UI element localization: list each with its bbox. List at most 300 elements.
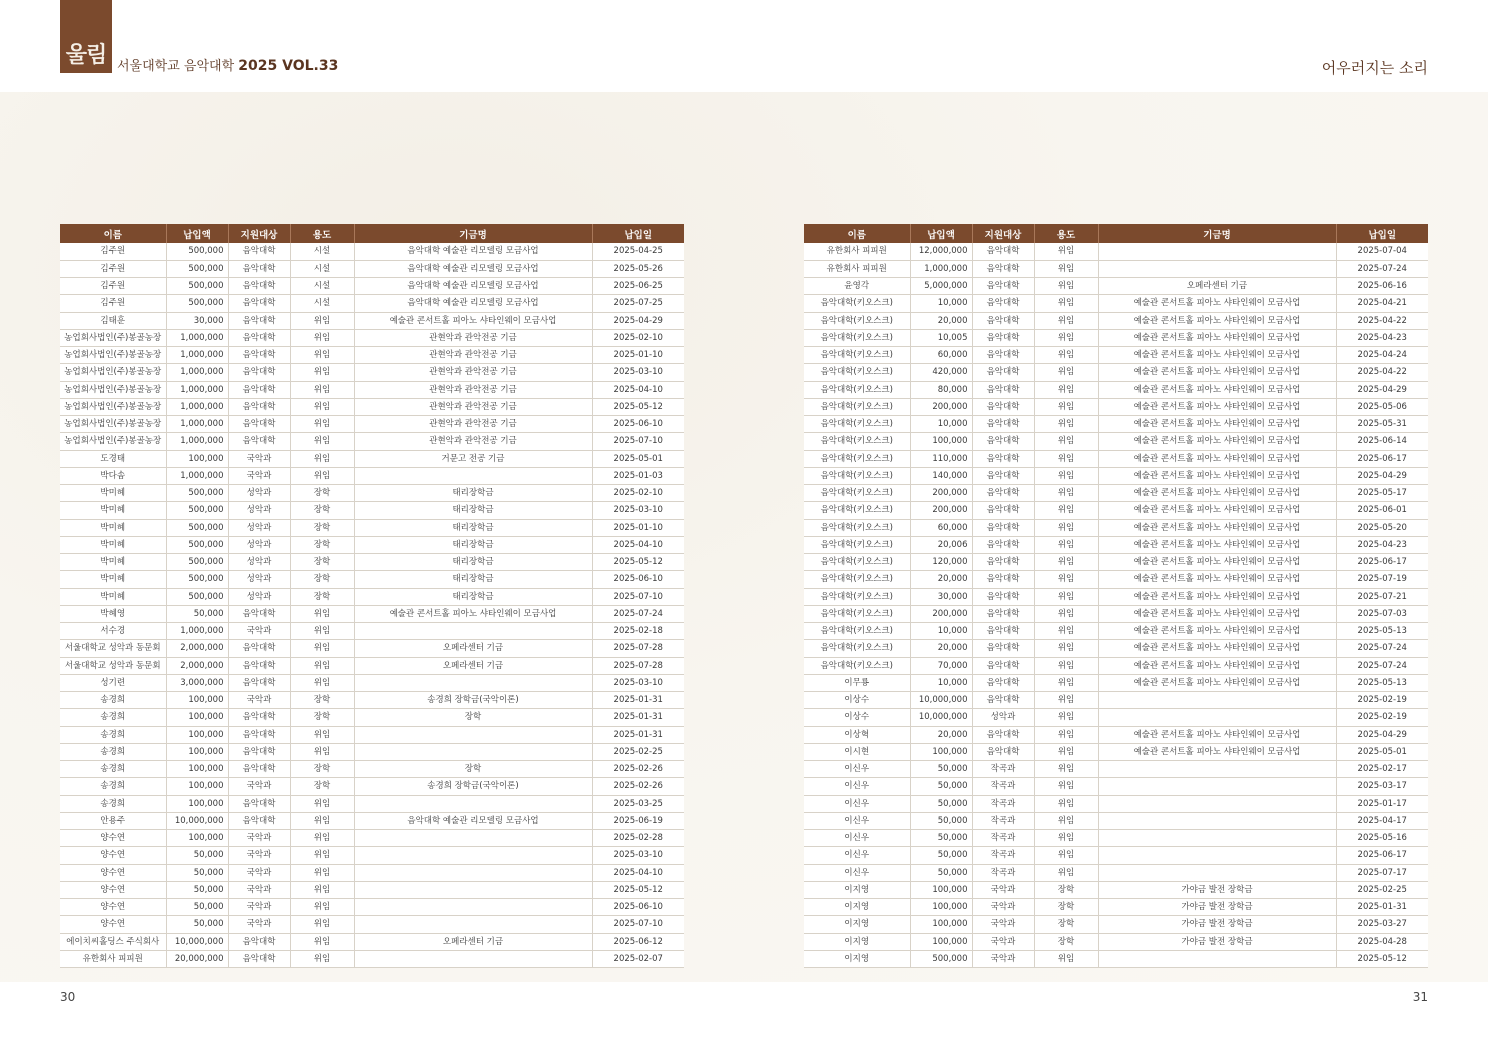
table-cell: 태리장학금 <box>354 485 592 502</box>
table-cell: 1,000,000 <box>166 381 228 398</box>
table-cell: 박미혜 <box>60 554 166 571</box>
table-cell: 2025-07-24 <box>1336 657 1428 674</box>
table-cell: 양수연 <box>60 916 166 933</box>
table-cell: 이신우 <box>804 830 910 847</box>
table-cell: 농업회사법인(주)봉골농장 <box>60 364 166 381</box>
table-cell: 2025-02-07 <box>592 950 684 967</box>
table-cell: 음악대학 <box>972 743 1034 760</box>
table-cell <box>1098 847 1336 864</box>
table-row <box>60 933 684 950</box>
table-cell: 태리장학금 <box>354 519 592 536</box>
table-cell: 음악대학(키오스크) <box>804 450 910 467</box>
table-cell: 2025-06-10 <box>592 416 684 433</box>
table-cell: 60,000 <box>910 347 972 364</box>
table-cell: 음악대학 <box>228 812 290 829</box>
table-cell: 작곡과 <box>972 864 1034 881</box>
table-cell: 거문고 전공 기금 <box>354 450 592 467</box>
table-cell: 위임 <box>1034 502 1098 519</box>
table-cell: 음악대학(키오스크) <box>804 588 910 605</box>
table-cell: 음악대학 <box>972 295 1034 312</box>
table-cell: 양수연 <box>60 881 166 898</box>
page-number-left: 30 <box>60 990 76 1004</box>
table-cell: 농업회사법인(주)봉골농장 <box>60 398 166 415</box>
table-cell: 박미혜 <box>60 571 166 588</box>
magazine-logo: 울림 <box>60 0 112 73</box>
table-cell: 위임 <box>1034 381 1098 398</box>
table-cell: 음악대학 <box>228 243 290 260</box>
table-cell: 음악대학 예술관 리모델링 모금사업 <box>354 260 592 277</box>
table-cell <box>354 950 592 967</box>
table-cell: 2025-06-01 <box>1336 502 1428 519</box>
table-row <box>804 260 1428 277</box>
table-cell: 예술관 콘서트홀 피아노 샤타인웨이 모금사업 <box>1098 347 1336 364</box>
table-cell: 100,000 <box>166 709 228 726</box>
table-row <box>804 778 1428 795</box>
table-cell: 20,000 <box>910 726 972 743</box>
table-cell: 음악대학 <box>972 692 1034 709</box>
table-cell: 2025-02-25 <box>592 743 684 760</box>
table-cell: 예술관 콘서트홀 피아노 샤타인웨이 모금사업 <box>1098 381 1336 398</box>
table-row <box>60 571 684 588</box>
table-cell: 위임 <box>290 726 354 743</box>
table-cell: 국악과 <box>972 916 1034 933</box>
table-row <box>60 847 684 864</box>
table-cell: 위임 <box>1034 778 1098 795</box>
table-cell: 가야금 발전 장학금 <box>1098 899 1336 916</box>
table-cell: 2025-06-16 <box>1336 278 1428 295</box>
table-cell: 김주원 <box>60 295 166 312</box>
table-cell: 관현악과 관악전공 기금 <box>354 416 592 433</box>
table-cell: 50,000 <box>166 916 228 933</box>
table-cell: 위임 <box>290 416 354 433</box>
column-header: 납입일 <box>592 224 684 243</box>
table-cell: 장학 <box>1034 899 1098 916</box>
table-cell <box>1098 692 1336 709</box>
table-cell: 음악대학 <box>972 364 1034 381</box>
table-cell: 위임 <box>290 347 354 364</box>
table-cell: 2025-05-06 <box>1336 398 1428 415</box>
table-cell: 박미혜 <box>60 485 166 502</box>
publication-title <box>117 55 338 74</box>
table-row <box>804 450 1428 467</box>
table-cell: 2025-05-01 <box>1336 743 1428 760</box>
table-cell: 음악대학 <box>972 381 1034 398</box>
table-cell: 50,000 <box>166 864 228 881</box>
table-cell: 2025-05-12 <box>592 398 684 415</box>
table-cell: 예술관 콘서트홀 피아노 샤타인웨이 모금사업 <box>1098 329 1336 346</box>
table-cell: 3,000,000 <box>166 674 228 691</box>
table-cell: 음악대학 <box>972 450 1034 467</box>
table-cell: 음악대학 <box>228 950 290 967</box>
table-row <box>804 536 1428 553</box>
table-cell: 2,000,000 <box>166 657 228 674</box>
table-row <box>60 467 684 484</box>
table-cell: 2025-03-10 <box>592 847 684 864</box>
table-cell: 장학 <box>1034 933 1098 950</box>
table-cell: 위임 <box>1034 398 1098 415</box>
table-cell: 2025-05-20 <box>1336 519 1428 536</box>
table-cell: 예술관 콘서트홀 피아노 샤타인웨이 모금사업 <box>354 605 592 622</box>
table-cell: 2025-04-21 <box>1336 295 1428 312</box>
table-cell: 2025-03-10 <box>592 674 684 691</box>
table-cell: 2025-07-04 <box>1336 243 1428 260</box>
table-cell: 관현악과 관악전공 기금 <box>354 433 592 450</box>
table-cell: 태리장학금 <box>354 554 592 571</box>
table-cell: 위임 <box>1034 295 1098 312</box>
table-cell: 박미혜 <box>60 519 166 536</box>
table-cell: 2025-04-24 <box>1336 347 1428 364</box>
table-cell: 국악과 <box>228 881 290 898</box>
table-cell: 농업회사법인(주)봉골농장 <box>60 329 166 346</box>
table-cell: 위임 <box>1034 864 1098 881</box>
table-row <box>804 657 1428 674</box>
table-cell: 2025-01-31 <box>592 709 684 726</box>
table-cell: 2025-01-03 <box>592 467 684 484</box>
table-cell: 태리장학금 <box>354 571 592 588</box>
table-cell: 가야금 발전 장학금 <box>1098 916 1336 933</box>
table-cell: 2,000,000 <box>166 640 228 657</box>
table-cell: 2025-06-19 <box>592 812 684 829</box>
table-cell: 음악대학 <box>972 588 1034 605</box>
table-cell: 10,000 <box>910 623 972 640</box>
table-cell: 120,000 <box>910 554 972 571</box>
table-cell: 김태훈 <box>60 312 166 329</box>
table-cell: 위임 <box>1034 640 1098 657</box>
table-row <box>60 709 684 726</box>
table-cell <box>354 847 592 864</box>
table-cell: 성악과 <box>228 485 290 502</box>
table-row <box>60 605 684 622</box>
table-cell: 가야금 발전 장학금 <box>1098 933 1336 950</box>
table-row <box>60 295 684 312</box>
table-cell: 장학 <box>290 502 354 519</box>
table-row <box>60 243 684 260</box>
table-cell: 2025-02-25 <box>1336 881 1428 898</box>
table-row <box>60 416 684 433</box>
table-cell: 위임 <box>1034 812 1098 829</box>
table-cell: 위임 <box>1034 692 1098 709</box>
table-cell: 위임 <box>1034 674 1098 691</box>
page-header <box>0 0 1488 92</box>
table-cell: 2025-01-31 <box>1336 899 1428 916</box>
table-cell: 예술관 콘서트홀 피아노 샤타인웨이 모금사업 <box>1098 674 1336 691</box>
table-cell: 국악과 <box>972 933 1034 950</box>
table-cell: 장학 <box>354 709 592 726</box>
table-cell: 이시현 <box>804 743 910 760</box>
table-cell: 위임 <box>290 916 354 933</box>
table-cell: 태리장학금 <box>354 536 592 553</box>
table-cell: 음악대학 <box>972 329 1034 346</box>
table-row <box>804 278 1428 295</box>
table-cell: 2025-04-23 <box>1336 329 1428 346</box>
table-row <box>60 657 684 674</box>
column-header: 이름 <box>60 224 166 243</box>
table-cell: 위임 <box>1034 416 1098 433</box>
table-row <box>804 467 1428 484</box>
table-cell: 60,000 <box>910 519 972 536</box>
table-cell: 도경태 <box>60 450 166 467</box>
table-cell: 음악대학 <box>228 278 290 295</box>
table-row <box>804 398 1428 415</box>
table-cell: 위임 <box>290 329 354 346</box>
table-row <box>804 847 1428 864</box>
table-row <box>60 329 684 346</box>
table-cell: 2025-07-19 <box>1336 571 1428 588</box>
table-cell: 2025-05-26 <box>592 260 684 277</box>
table-cell: 500,000 <box>166 243 228 260</box>
table-row <box>804 640 1428 657</box>
table-cell: 음악대학 <box>972 243 1034 260</box>
table-cell: 2025-04-22 <box>1336 312 1428 329</box>
table-cell: 송경희 <box>60 692 166 709</box>
table-cell: 2025-07-10 <box>592 916 684 933</box>
table-cell: 2025-04-29 <box>1336 381 1428 398</box>
table-cell: 예술관 콘서트홀 피아노 샤타인웨이 모금사업 <box>1098 312 1336 329</box>
table-cell: 시설 <box>290 278 354 295</box>
table-cell <box>1098 243 1336 260</box>
table-cell: 음악대학(키오스크) <box>804 347 910 364</box>
table-cell: 예술관 콘서트홀 피아노 샤타인웨이 모금사업 <box>1098 433 1336 450</box>
table-cell: 음악대학 <box>228 743 290 760</box>
column-header: 지원대상 <box>972 224 1034 243</box>
table-cell: 2025-03-25 <box>592 795 684 812</box>
table-cell: 음악대학(키오스크) <box>804 329 910 346</box>
table-cell: 위임 <box>1034 623 1098 640</box>
table-cell: 음악대학 <box>972 536 1034 553</box>
table-cell: 관현악과 관악전공 기금 <box>354 329 592 346</box>
table-cell: 2025-07-24 <box>1336 640 1428 657</box>
column-header: 납입액 <box>166 224 228 243</box>
table-row <box>60 812 684 829</box>
table-cell: 음악대학(키오스크) <box>804 364 910 381</box>
table-row <box>60 778 684 795</box>
table-cell: 가야금 발전 장학금 <box>1098 881 1336 898</box>
table-cell: 2025-04-10 <box>592 536 684 553</box>
table-cell: 위임 <box>1034 950 1098 967</box>
table-cell: 음악대학 예술관 리모델링 모금사업 <box>354 243 592 260</box>
table-cell: 2025-04-29 <box>592 312 684 329</box>
table-header-row <box>60 224 684 243</box>
table-cell: 예술관 콘서트홀 피아노 샤타인웨이 모금사업 <box>1098 295 1336 312</box>
table-header-row <box>804 224 1428 243</box>
table-row <box>804 933 1428 950</box>
table-cell: 박미혜 <box>60 588 166 605</box>
table-cell: 음악대학 <box>972 347 1034 364</box>
table-cell: 위임 <box>1034 588 1098 605</box>
table-cell: 2025-06-10 <box>592 571 684 588</box>
table-row <box>804 243 1428 260</box>
table-cell: 위임 <box>1034 485 1098 502</box>
table-cell: 장학 <box>290 761 354 778</box>
table-cell: 작곡과 <box>972 761 1034 778</box>
table-cell: 20,000,000 <box>166 950 228 967</box>
table-cell: 이지영 <box>804 916 910 933</box>
table-cell: 2025-02-19 <box>1336 709 1428 726</box>
table-cell: 음악대학 <box>228 761 290 778</box>
table-cell: 이상혁 <box>804 726 910 743</box>
table-cell: 농업회사법인(주)봉골농장 <box>60 347 166 364</box>
table-cell: 위임 <box>290 950 354 967</box>
table-cell: 성악과 <box>228 554 290 571</box>
table-cell <box>1098 830 1336 847</box>
table-cell: 2025-05-12 <box>592 881 684 898</box>
table-cell: 시설 <box>290 243 354 260</box>
table-cell: 2025-06-17 <box>1336 847 1428 864</box>
table-row <box>60 519 684 536</box>
table-cell: 50,000 <box>166 899 228 916</box>
table-cell: 500,000 <box>166 519 228 536</box>
table-cell: 국악과 <box>228 864 290 881</box>
table-cell: 위임 <box>1034 830 1098 847</box>
table-cell: 2025-05-31 <box>1336 416 1428 433</box>
table-cell <box>1098 761 1336 778</box>
table-cell: 음악대학 <box>228 381 290 398</box>
table-cell: 음악대학(키오스크) <box>804 536 910 553</box>
table-cell: 2025-06-12 <box>592 933 684 950</box>
table-cell: 2025-01-31 <box>592 726 684 743</box>
table-cell: 2025-04-25 <box>592 243 684 260</box>
table-cell <box>1098 260 1336 277</box>
table-cell: 국악과 <box>228 899 290 916</box>
table-cell: 2025-07-28 <box>592 640 684 657</box>
table-cell: 시설 <box>290 260 354 277</box>
table-cell: 2025-04-22 <box>1336 364 1428 381</box>
table-cell: 2025-07-25 <box>592 295 684 312</box>
table-cell: 이상수 <box>804 692 910 709</box>
table-row <box>60 364 684 381</box>
table-cell: 음악대학(키오스크) <box>804 554 910 571</box>
table-row <box>804 381 1428 398</box>
table-cell: 음악대학 <box>972 726 1034 743</box>
table-cell: 100,000 <box>166 743 228 760</box>
table-row <box>804 674 1428 691</box>
table-cell: 2025-06-17 <box>1336 554 1428 571</box>
table-cell: 이무룡 <box>804 674 910 691</box>
table-cell: 양수연 <box>60 830 166 847</box>
table-row <box>60 640 684 657</box>
table-cell: 위임 <box>290 864 354 881</box>
table-row <box>804 761 1428 778</box>
table-cell: 성악과 <box>228 502 290 519</box>
table-cell: 에이치씨홀딩스 주식회사 <box>60 933 166 950</box>
page-footer <box>0 982 1488 1052</box>
table-cell: 위임 <box>290 312 354 329</box>
table-row <box>60 674 684 691</box>
table-cell: 500,000 <box>166 571 228 588</box>
table-cell: 500,000 <box>166 260 228 277</box>
table-cell: 예술관 콘서트홀 피아노 샤타인웨이 모금사업 <box>354 312 592 329</box>
table-cell: 140,000 <box>910 467 972 484</box>
table-cell: 100,000 <box>166 450 228 467</box>
table-cell: 위임 <box>1034 519 1098 536</box>
table-row <box>804 709 1428 726</box>
table-cell: 국악과 <box>972 950 1034 967</box>
table-cell: 500,000 <box>166 278 228 295</box>
table-cell: 50,000 <box>910 864 972 881</box>
table-cell: 위임 <box>1034 364 1098 381</box>
table-cell: 장학 <box>290 571 354 588</box>
table-cell: 50,000 <box>910 830 972 847</box>
table-cell: 예술관 콘서트홀 피아노 샤타인웨이 모금사업 <box>1098 502 1336 519</box>
table-cell: 2025-04-23 <box>1336 536 1428 553</box>
table-cell: 예술관 콘서트홀 피아노 샤타인웨이 모금사업 <box>1098 657 1336 674</box>
table-cell: 이신우 <box>804 812 910 829</box>
table-cell <box>354 726 592 743</box>
table-cell: 50,000 <box>166 605 228 622</box>
table-cell: 음악대학 <box>228 640 290 657</box>
table-cell: 성악과 <box>228 519 290 536</box>
table-cell: 예술관 콘서트홀 피아노 샤타인웨이 모금사업 <box>1098 485 1336 502</box>
table-cell: 100,000 <box>910 933 972 950</box>
table-cell: 오페라센터 기금 <box>354 657 592 674</box>
table-cell: 음악대학 <box>972 640 1034 657</box>
table-cell: 예술관 콘서트홀 피아노 샤타인웨이 모금사업 <box>1098 554 1336 571</box>
table-row <box>60 554 684 571</box>
table-cell: 음악대학 <box>228 347 290 364</box>
table-cell: 2025-04-10 <box>592 864 684 881</box>
table-cell: 2025-07-03 <box>1336 605 1428 622</box>
table-cell: 1,000,000 <box>166 329 228 346</box>
table-cell: 오페라센터 기금 <box>354 933 592 950</box>
table-cell: 위임 <box>290 381 354 398</box>
table-cell: 국악과 <box>228 916 290 933</box>
table-cell: 1,000,000 <box>166 467 228 484</box>
table-cell: 국악과 <box>228 450 290 467</box>
donor-table-left <box>60 224 684 968</box>
table-row <box>804 605 1428 622</box>
table-cell: 위임 <box>290 640 354 657</box>
table-cell: 50,000 <box>910 795 972 812</box>
table-cell: 위임 <box>290 795 354 812</box>
table-row <box>804 416 1428 433</box>
table-cell: 2025-03-27 <box>1336 916 1428 933</box>
table-cell: 장학 <box>290 588 354 605</box>
table-cell: 김주원 <box>60 243 166 260</box>
table-cell: 음악대학 <box>972 312 1034 329</box>
table-cell: 예술관 콘서트홀 피아노 샤타인웨이 모금사업 <box>1098 726 1336 743</box>
column-header: 이름 <box>804 224 910 243</box>
table-cell: 2025-05-13 <box>1336 674 1428 691</box>
table-row <box>60 743 684 760</box>
table-cell: 예술관 콘서트홀 피아노 샤타인웨이 모금사업 <box>1098 519 1336 536</box>
table-cell: 음악대학 예술관 리모델링 모금사업 <box>354 295 592 312</box>
column-header: 납입액 <box>910 224 972 243</box>
table-row <box>804 329 1428 346</box>
table-row <box>804 692 1428 709</box>
table-cell: 2025-07-10 <box>592 588 684 605</box>
table-cell: 이지영 <box>804 881 910 898</box>
table-cell: 장학 <box>290 778 354 795</box>
table-cell: 음악대학(키오스크) <box>804 312 910 329</box>
table-cell: 2025-05-12 <box>1336 950 1428 967</box>
table-cell: 위임 <box>290 450 354 467</box>
table-cell <box>354 623 592 640</box>
table-cell: 위임 <box>1034 243 1098 260</box>
table-cell: 송경희 장학금(국악이론) <box>354 692 592 709</box>
table-cell: 10,005 <box>910 329 972 346</box>
table-cell: 음악대학 <box>228 398 290 415</box>
table-cell: 음악대학(키오스크) <box>804 657 910 674</box>
table-cell: 100,000 <box>910 916 972 933</box>
table-cell: 2025-04-17 <box>1336 812 1428 829</box>
table-cell: 위임 <box>1034 278 1098 295</box>
table-cell: 음악대학 <box>972 657 1034 674</box>
table-cell: 음악대학 <box>972 260 1034 277</box>
table-body <box>60 243 684 968</box>
table-cell: 이신우 <box>804 778 910 795</box>
table-row <box>804 571 1428 588</box>
table-cell: 100,000 <box>166 830 228 847</box>
